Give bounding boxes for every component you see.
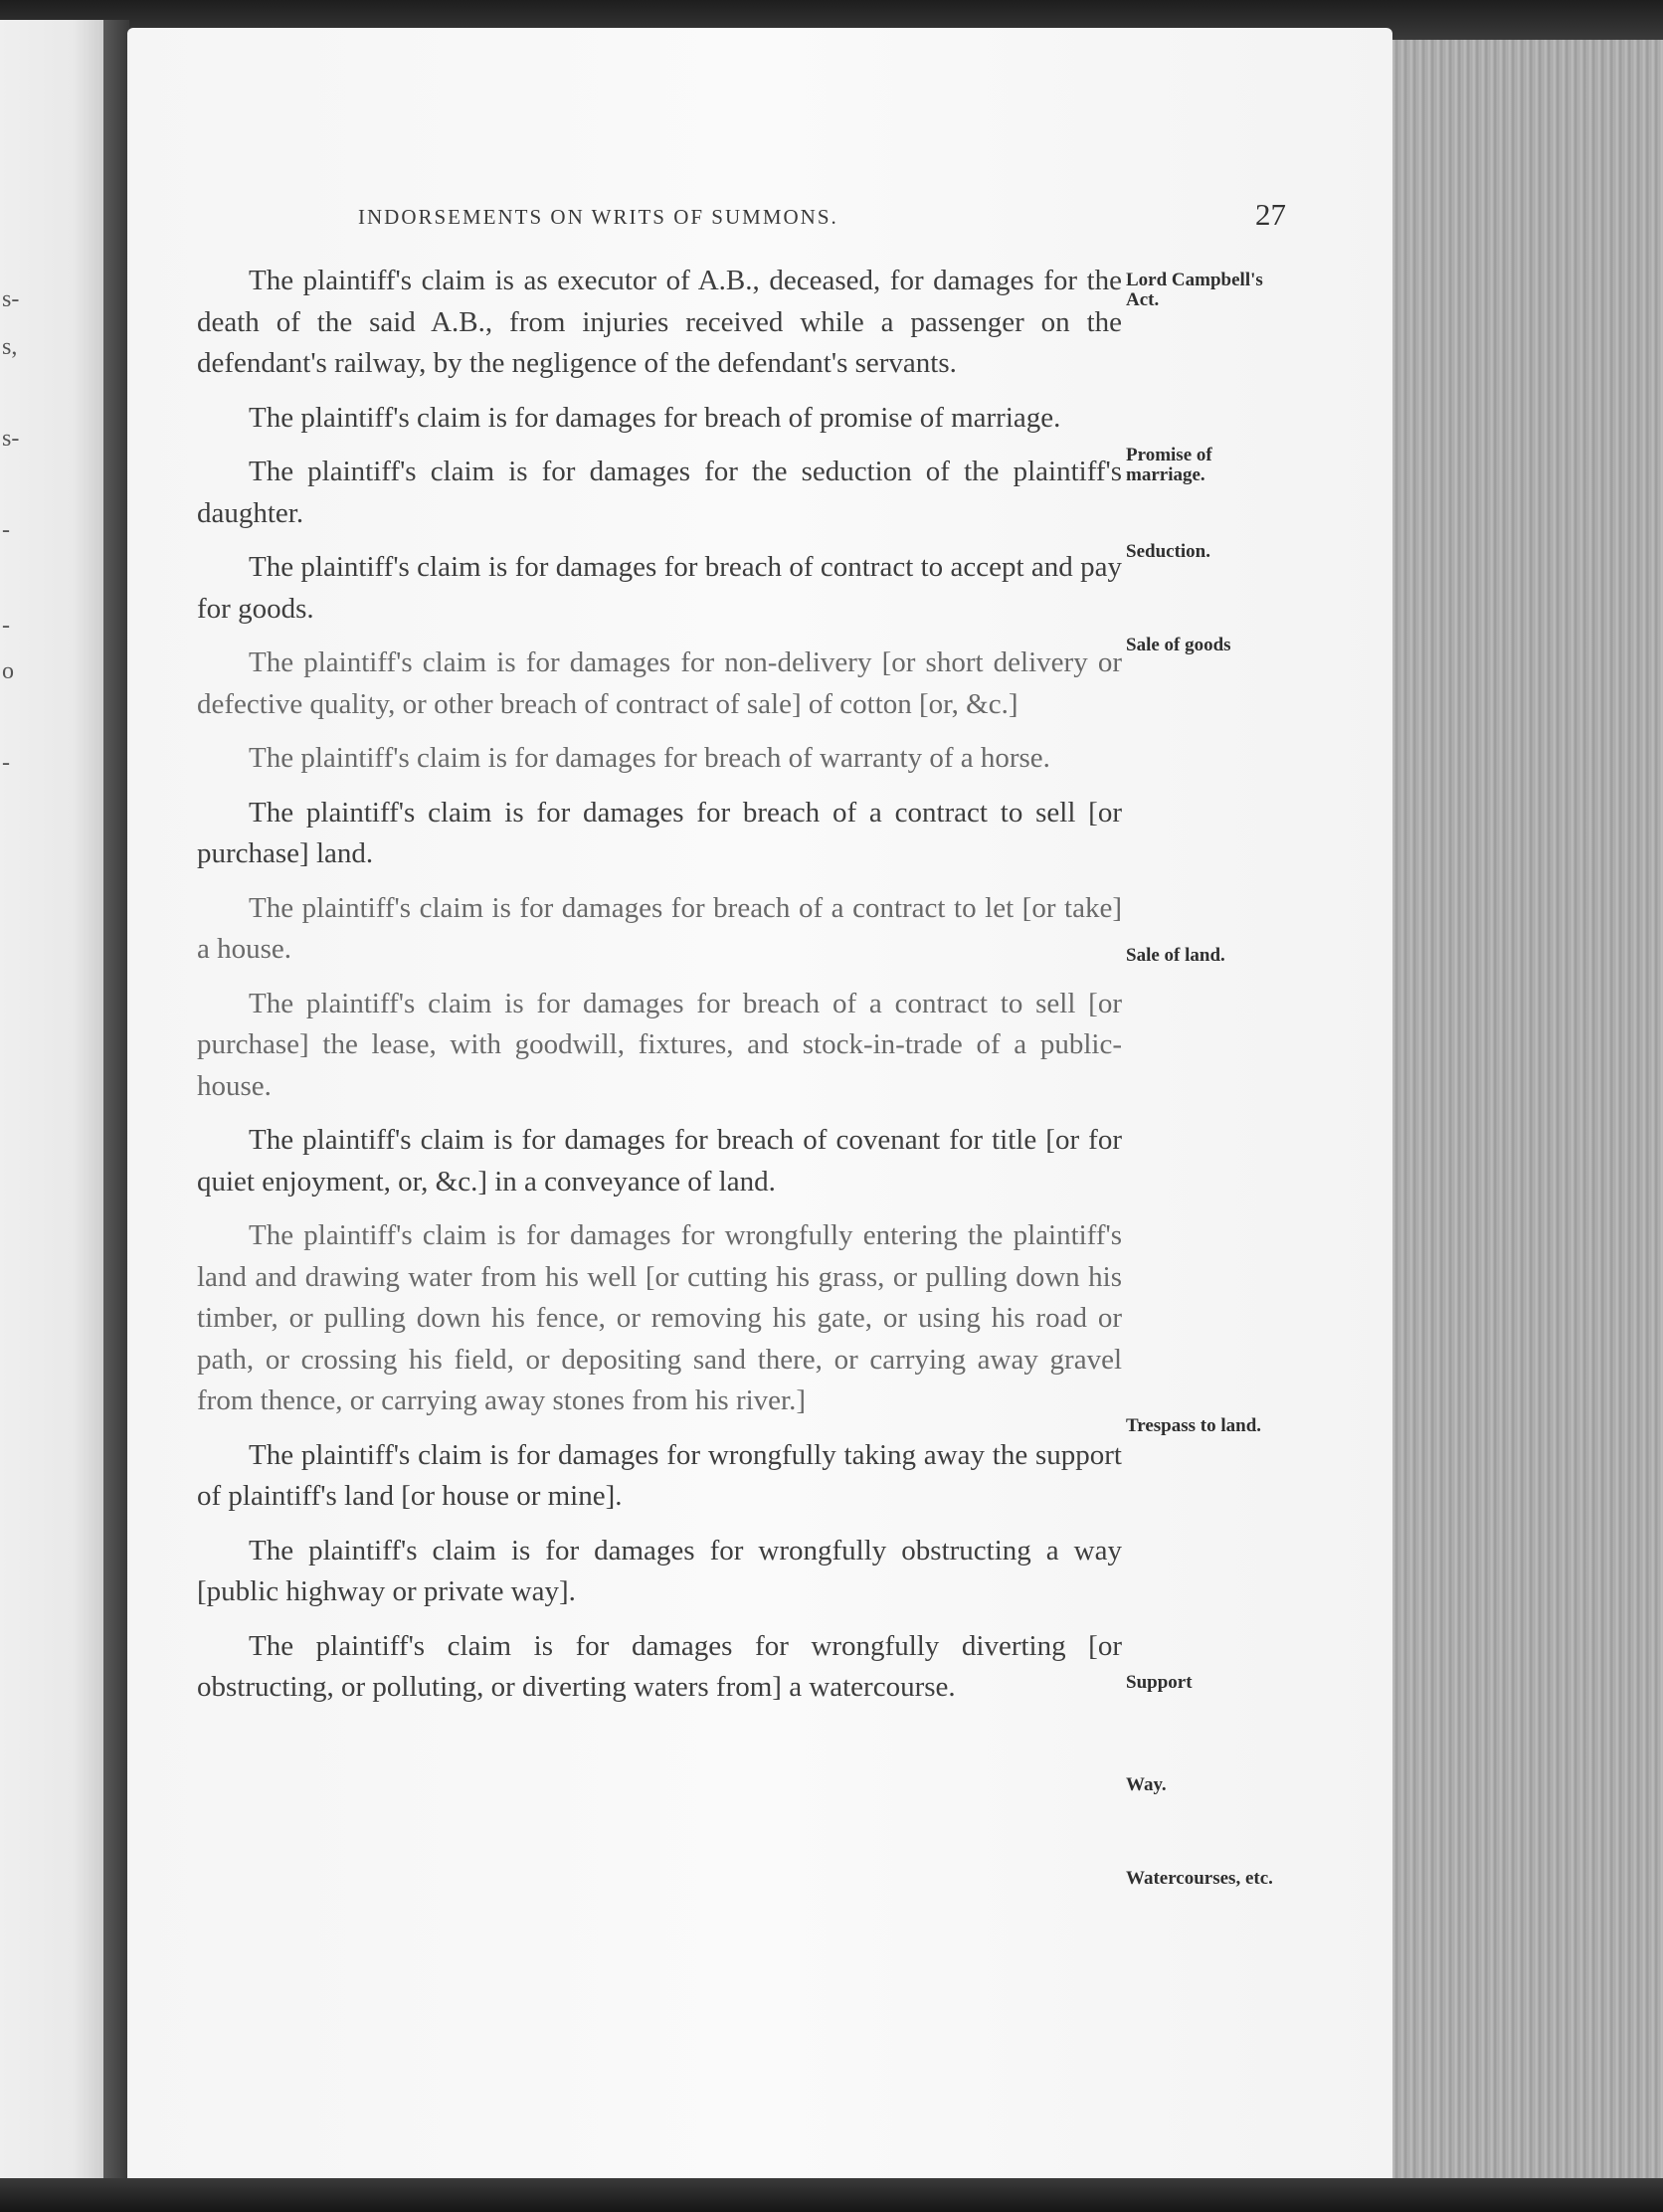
marginal-note: Lord Campbell's Act. bbox=[1126, 270, 1263, 310]
paragraph: The plaintiff's claim is for damages for wrongfully diverting [or obstructing, or polluting, or diverting waters from] a watercourse. bbox=[197, 1629, 1122, 1703]
running-head: INDORSEMENTS ON WRITS OF SUMMONS. bbox=[358, 205, 838, 229]
left-page-fragment: s- bbox=[2, 426, 20, 452]
paragraph: The plaintiff's claim is for damages for breach of warranty of a horse. bbox=[249, 742, 1050, 774]
left-page-fragment: s- bbox=[2, 286, 20, 312]
marginal-note: Seduction. bbox=[1126, 541, 1210, 562]
paragraph: The plaintiff's claim is for damages for wrongfully obstructing a way [public highway or private way]. bbox=[197, 1534, 1122, 1607]
book-gutter bbox=[103, 20, 129, 2192]
paragraph: The plaintiff's claim is for damages for the seduction of the plaintiff's daughter. bbox=[197, 456, 1122, 529]
paragraph: The plaintiff's claim is for damages for breach of a contract to sell [or purchase] the lease, with goodwill, fixtures, and stock-in-trade of a public-house. bbox=[197, 987, 1122, 1102]
page-stack-edge bbox=[1390, 40, 1663, 2212]
marginal-note: Trespass to land. bbox=[1126, 1415, 1262, 1436]
paragraph: The plaintiff's claim is for damages for breach of covenant for title [or for quiet enjoyment, or, &c.] in a conveyance of land. bbox=[197, 1124, 1122, 1198]
marginal-note: Support bbox=[1126, 1672, 1193, 1693]
left-page-fragment: - bbox=[2, 750, 10, 776]
page-number: 27 bbox=[1255, 197, 1286, 232]
marginal-note: Sale of goods bbox=[1126, 635, 1231, 655]
marginal-note: Promise of marriage. bbox=[1126, 445, 1212, 485]
paragraph: The plaintiff's claim is for damages for breach of contract to accept and pay for goods. bbox=[197, 551, 1122, 625]
bottom-shadow bbox=[0, 2178, 1663, 2212]
paragraph: The plaintiff's claim is as executor of A.B., deceased, for damages for the death of the said A.B., from injuries received while a passenger on the defendant's railway, by the negligence of the defendant's servants. bbox=[197, 265, 1122, 379]
left-page-fragment: - bbox=[2, 517, 10, 543]
marginal-note: Sale of land. bbox=[1126, 945, 1225, 966]
left-page-fragment: s, bbox=[2, 334, 18, 360]
left-page-fragment: - bbox=[2, 613, 10, 639]
paragraph: The plaintiff's claim is for damages for wrongfully taking away the support of plaintiff's land [or house or mine]. bbox=[197, 1438, 1122, 1512]
marginal-note: Watercourses, etc. bbox=[1126, 1868, 1273, 1889]
paragraph: The plaintiff's claim is for damages for breach of promise of marriage. bbox=[249, 401, 1061, 434]
marginal-note: Way. bbox=[1126, 1774, 1167, 1795]
paragraph: The plaintiff's claim is for damages for breach of a contract to let [or take] a house. bbox=[197, 891, 1122, 965]
body-text bbox=[197, 261, 1122, 1722]
left-page-fragment: o bbox=[2, 658, 14, 684]
paragraph: The plaintiff's claim is for damages for non-delivery [or short delivery or defective quality, or other breach of contract of sale] of cotton [or, &c.] bbox=[197, 646, 1122, 720]
paragraph: The plaintiff's claim is for damages for wrongfully entering the plaintiff's land and drawing water from his well [or cutting his grass, or pulling down his timber, or pulling down his fence, or removing his gate, or using his road or path, or crossing his field, or depositing sand there, or carrying away gravel from thence, or carrying away stones from his river.] bbox=[197, 1219, 1122, 1416]
left-page-edge bbox=[0, 20, 103, 2192]
paragraph: The plaintiff's claim is for damages for breach of a contract to sell [or purchase] land. bbox=[197, 796, 1122, 869]
